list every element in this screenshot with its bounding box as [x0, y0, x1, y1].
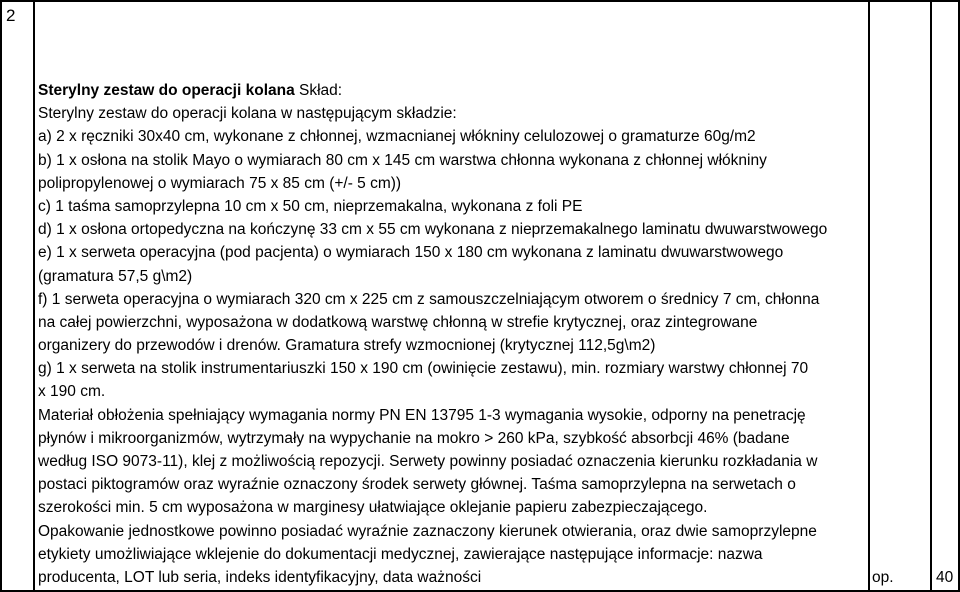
- description-line: e) 1 x serweta operacyjna (pod pacjenta) o wymiarach 150 x 180 cm wykonana z laminatu dwuwarstwowego: [38, 244, 784, 262]
- description-line: według ISO 9073-11), klej z możliwością repozycji. Serwety powinny posiadać oznaczenia kierunku rozkładania w: [38, 453, 818, 470]
- description-line: etykiety umożliwiające wklejenie do dokumentacji medycznej, zawierające następujące informacje: nazwa: [38, 545, 763, 563]
- column-divider-number: [33, 0, 35, 592]
- description-line: Materiał obłożenia spełniający wymagania normy PN EN 13795 1-3 wymagania wysokie, odporny na penetrację: [38, 406, 806, 424]
- description-line: Opakowanie jednostkowe powinno posiadać wyraźnie zaznaczony kierunek otwierania, oraz dwie samoprzylepne: [38, 522, 817, 540]
- description-line: f) 1 serweta operacyjna o wymiarach 320 cm x 225 cm z samouszczelniającym otworem o średnicy 7 cm, chłonna: [38, 290, 820, 308]
- description-line: producenta, LOT lub seria, indeks identyfikacyjny, data ważności: [38, 568, 482, 586]
- column-divider-description: [868, 0, 870, 592]
- description-line: (gramatura 57,5 g\m2): [38, 267, 193, 285]
- description-line: postaci piktogramów oraz wyraźnie oznaczony środek serwety głównej. Taśma samoprzylepna na serwetach o: [38, 476, 796, 494]
- quantity: 40: [936, 569, 954, 586]
- description-line: d) 1 x osłona ortopedyczna na kończynę 33 cm x 55 cm wykonana z nieprzemakalnego laminatu dwuwarstwowego: [38, 221, 828, 239]
- description-line: Sterylny zestaw do operacji kolana w następującym składzie:: [38, 105, 457, 123]
- column-divider-unit: [930, 0, 932, 592]
- description-line: g) 1 x serweta na stolik instrumentariuszki 150 x 190 cm (owinięcie zestawu), min. rozmiary warstwy chłonnej 70: [38, 360, 809, 378]
- description-title-line: [38, 79, 868, 102]
- description-line: b) 1 x osłona na stolik Mayo o wymiarach 80 cm x 145 cm warstwa chłonna wykonana z chłonnej włókniny: [38, 151, 767, 169]
- table-left-border: [0, 0, 2, 592]
- description-line: na całej powierzchni, wyposażona w dodatkową warstwę chłonną w strefie krytycznej, oraz zintegrowane: [38, 313, 758, 331]
- row-number: 2: [6, 6, 16, 25]
- item-description: [38, 79, 868, 589]
- description-line: x 190 cm.: [38, 383, 106, 401]
- description-line: c) 1 taśma samoprzylepna 10 cm x 50 cm, nieprzemakalna, wykonana z foli PE: [38, 197, 583, 215]
- description-line: organizery do przewodów i drenów. Gramatura strefy wzmocnionej (krytycznej 112,5g\m2): [38, 337, 656, 355]
- item-title: Sterylny zestaw do operacji kolana: [38, 82, 295, 99]
- unit-of-measure: op.: [872, 569, 894, 586]
- item-title-suffix: Skład:: [294, 82, 343, 99]
- description-line: a) 2 x ręczniki 30x40 cm, wykonane z chłonnej, wzmacnianej włókniny celulozowej o gramaturze 60g/m2: [38, 128, 756, 146]
- description-line: płynów i mikroorganizmów, wytrzymały na wypychanie na mokro > 260 kPa, szybkość absorbcji 46% (badane: [38, 429, 790, 447]
- table-top-border: [0, 0, 960, 2]
- description-line: polipropylenowej o wymiarach 75 x 85 cm (+/- 5 cm)): [38, 174, 402, 192]
- description-line: szerokości min. 5 cm wyposażona w marginesy ułatwiające oklejanie papieru zabezpieczającego.: [38, 499, 708, 517]
